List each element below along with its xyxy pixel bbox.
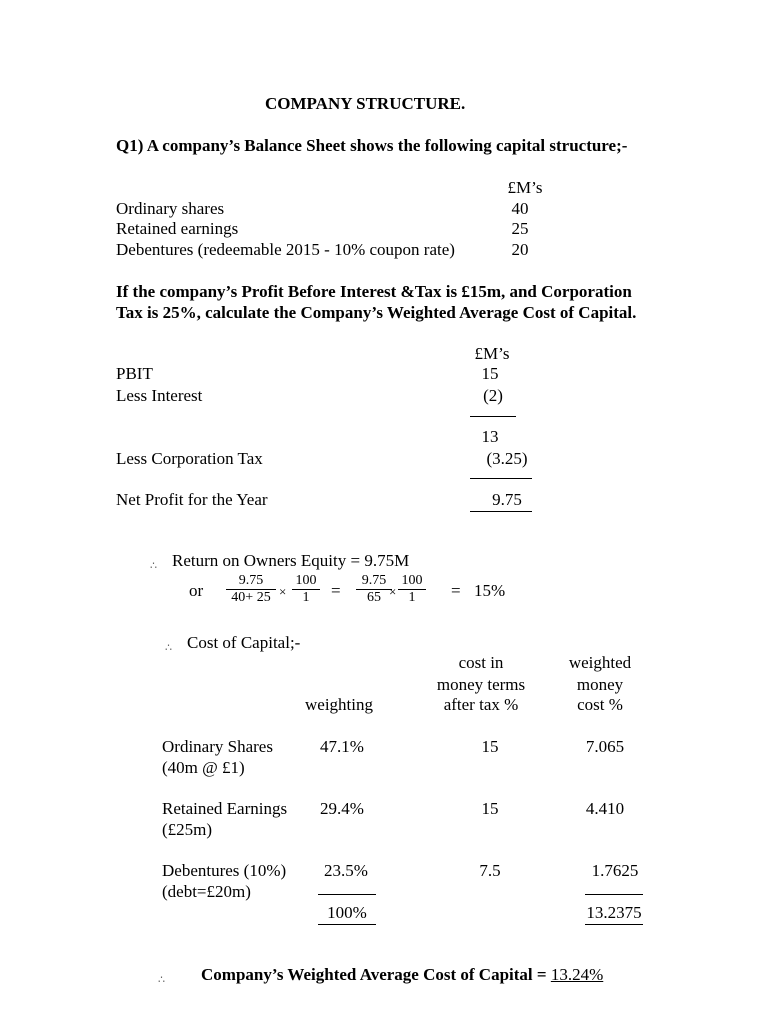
therefore-symbol: ∴ [165, 642, 172, 654]
header-weighting: weighting [305, 695, 373, 714]
capital-row-label: Retained earnings [116, 219, 239, 238]
net-rule-bottom [470, 511, 532, 512]
net-rule-top [470, 478, 532, 479]
conclusion-label: Company’s Weighted Average Cost of Capital = [201, 965, 551, 984]
header-cost-line-3: after tax % [443, 695, 519, 714]
instruction-line-1: If the company’s Profit Before Interest &Tax is £15m, and Corporation [116, 282, 632, 301]
row-weighting: 23.5% [324, 861, 368, 880]
wcost-total-rule-bottom [585, 924, 643, 925]
subtotal-rule [470, 416, 516, 417]
question-text: A company’s Balance Sheet shows the following capital structure;- [143, 136, 628, 155]
times-symbol: × [389, 584, 397, 599]
fraction-4 [398, 573, 426, 606]
fraction-2-numerator: 100 [295, 573, 317, 588]
interest-value: (2) [483, 386, 503, 405]
fraction-3 [356, 573, 392, 606]
net-profit-value: 9.75 [492, 490, 522, 509]
header-cost-line-1: cost in [458, 653, 504, 672]
roe-label: Return on Owners Equity = 9.75M [172, 551, 410, 570]
therefore-symbol: ∴ [158, 974, 165, 986]
page-title: COMPANY STRUCTURE. [265, 94, 466, 113]
row-weighting: 29.4% [320, 799, 364, 818]
capital-row-label: Ordinary shares [116, 199, 225, 218]
fraction-3-denominator: 65 [356, 589, 392, 606]
weighting-total-rule-top [318, 894, 376, 895]
fraction-4-numerator: 100 [401, 573, 423, 588]
header-wcost-line-1: weighted [568, 653, 632, 672]
header-wcost-line-3: cost % [577, 695, 623, 714]
capital-row-label: Debentures (redeemable 2015 - 10% coupon rate) [116, 240, 455, 259]
question-label: Q1) [116, 136, 144, 155]
fraction-2 [292, 573, 320, 606]
header-wcost-line-2: money [576, 675, 624, 694]
equals-symbol: = [451, 581, 461, 600]
equals-symbol: = [331, 581, 341, 600]
cost-of-capital-label: Cost of Capital;- [187, 633, 301, 652]
subtotal-value: 13 [481, 427, 499, 446]
row-sub: (debt=£20m) [162, 882, 251, 901]
fraction-1-denominator: 40+ 25 [226, 589, 276, 606]
row-weighting: 47.1% [320, 737, 364, 756]
row-name: Ordinary Shares [162, 737, 273, 756]
row-sub: (40m @ £1) [162, 758, 245, 777]
row-cost: 7.5 [479, 861, 501, 880]
row-wcost: 1.7625 [591, 861, 639, 880]
conclusion-value: 13.24% [550, 965, 604, 984]
therefore-symbol: ∴ [150, 560, 157, 572]
weighting-total-rule-bottom [318, 924, 376, 925]
or-label: or [189, 581, 204, 600]
total-wcost: 13.2375 [586, 903, 642, 922]
net-profit-label: Net Profit for the Year [116, 490, 268, 509]
row-wcost: 7.065 [585, 737, 625, 756]
total-weighting: 100% [327, 903, 367, 922]
row-name: Retained Earnings [162, 799, 288, 818]
times-symbol: × [279, 584, 287, 599]
capital-row-value: 20 [511, 240, 529, 259]
roe-result: 15% [474, 581, 506, 600]
row-cost: 15 [481, 799, 499, 818]
pbit-value: 15 [481, 364, 499, 383]
row-sub: (£25m) [162, 820, 213, 839]
fraction-1 [226, 573, 276, 606]
tax-value: (3.25) [486, 449, 528, 468]
question-line [116, 136, 627, 156]
capital-row-value: 40 [511, 199, 529, 218]
header-cost-line-2: money terms [436, 675, 526, 694]
fraction-3-numerator: 9.75 [361, 573, 387, 588]
capital-row-value: 25 [511, 219, 529, 238]
fraction-4-denominator: 1 [398, 589, 426, 606]
conclusion-line [201, 965, 603, 985]
fraction-2-denominator: 1 [292, 589, 320, 606]
fraction-1-numerator: 9.75 [238, 573, 264, 588]
row-wcost: 4.410 [585, 799, 625, 818]
profit-unit-header: £M’s [474, 344, 510, 363]
instruction-line-2: Tax is 25%, calculate the Company’s Weighted Average Cost of Capital. [116, 303, 637, 322]
interest-label: Less Interest [116, 386, 203, 405]
wcost-total-rule-top [585, 894, 643, 895]
row-name: Debentures (10%) [162, 861, 287, 880]
capital-unit-header: £M’s [507, 178, 543, 197]
tax-label: Less Corporation Tax [116, 449, 263, 468]
row-cost: 15 [481, 737, 499, 756]
pbit-label: PBIT [116, 364, 153, 383]
